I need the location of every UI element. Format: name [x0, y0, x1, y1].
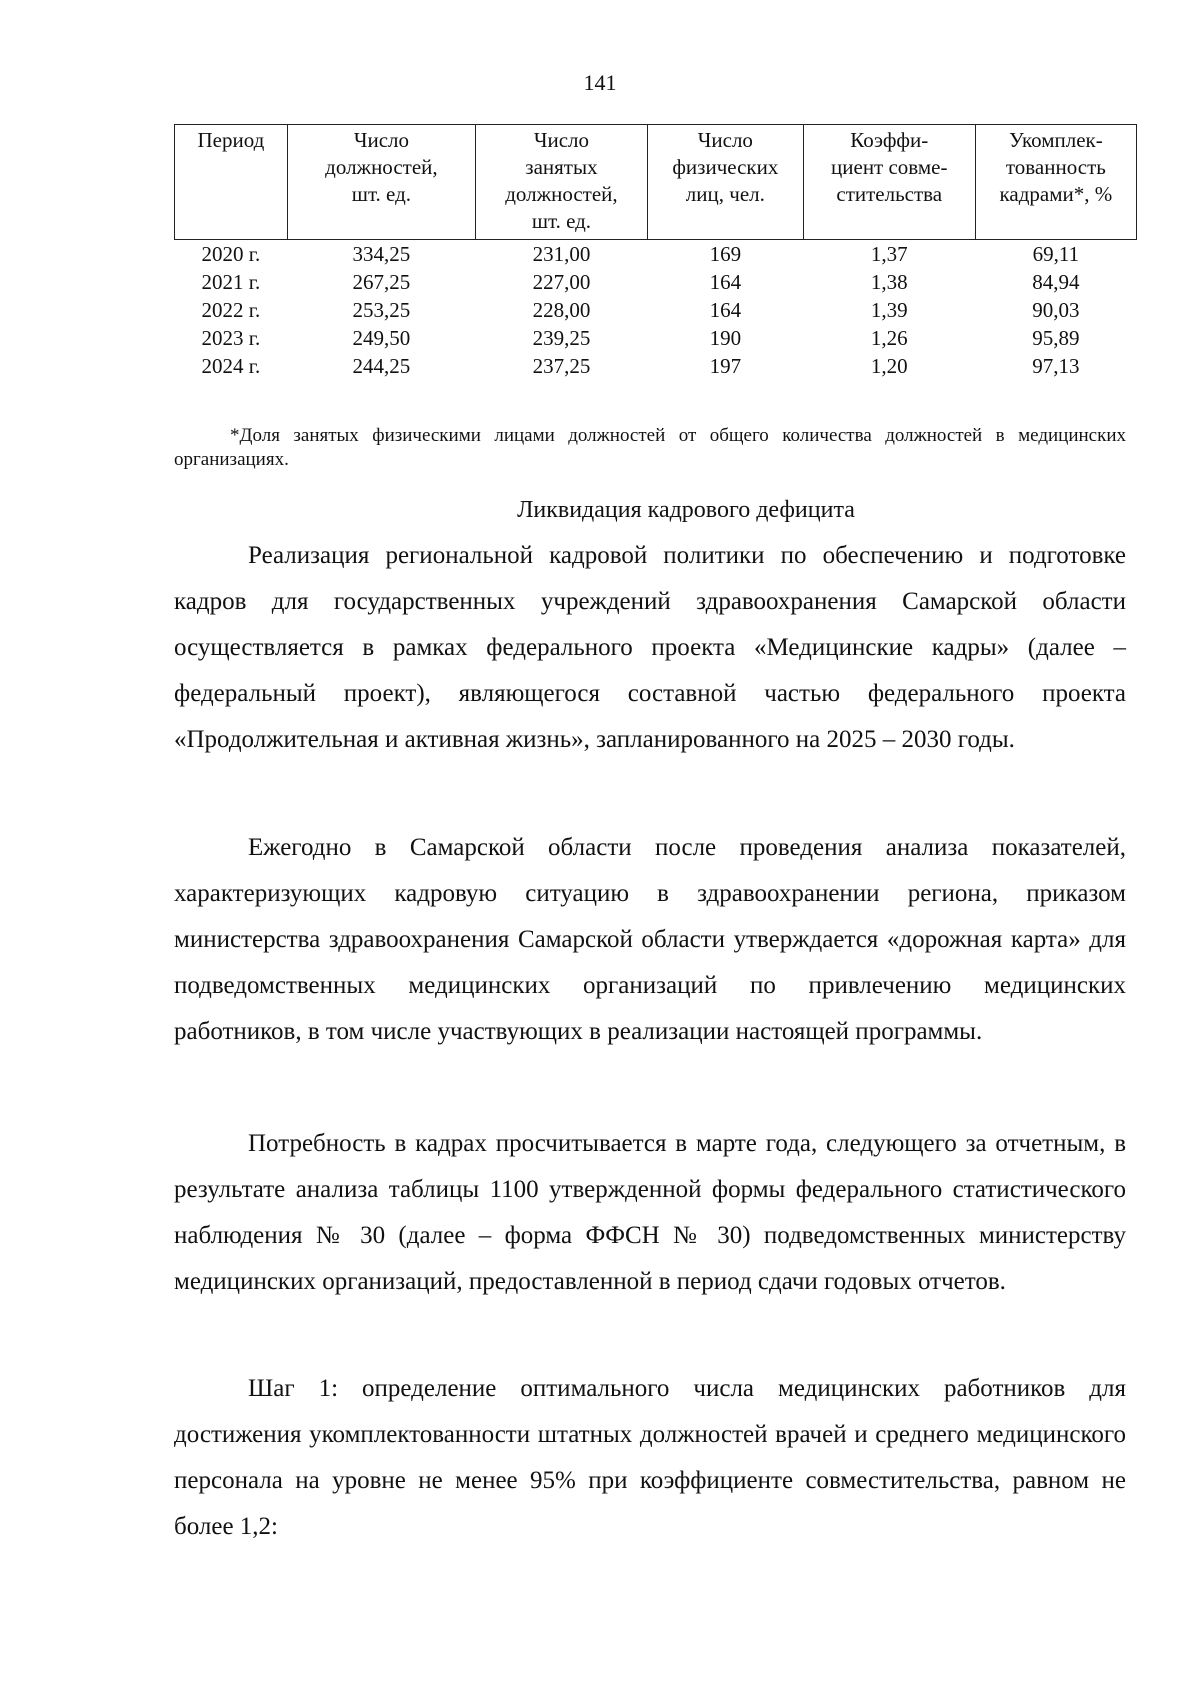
table-row: [175, 324, 1137, 352]
cell-individuals: 190: [709, 325, 742, 350]
table-footnote: *Доля занятых физическими лицами должностей от общего количества должностей в медицинских организациях.: [174, 425, 1126, 470]
cell-staffing: 69,11: [1032, 241, 1080, 266]
staffing-table: [174, 124, 1137, 380]
cell-positions: 267,25: [352, 269, 411, 294]
cell-coefficient: 1,26: [870, 325, 908, 350]
cell-period: 2023 г.: [201, 325, 261, 350]
cell-coefficient: 1,20: [870, 353, 908, 378]
body-paragraph: Ежегодно в Самарской области после проведения анализа показателей, характеризующих кадровую ситуацию в здравоохранении региона, приказом министерства здравоохранения Самарской области утверждается «дорожная карта» для подведомственных медицинских организаций по привлечению медицинских работников, в том числе участвующих в реализации настоящей программы.: [174, 834, 1126, 1045]
page-number: 141: [583, 70, 617, 95]
body-paragraph: Потребность в кадрах просчитывается в марте года, следующего за отчетным, в результате анализа таблицы 1100 утвержденной формы федерального статистического наблюдения № 30 (далее – форма ФФСН № 30) подведомственных министерству медицинских организаций, предоставленной в период сдачи годовых отчетов.: [174, 1130, 1126, 1295]
cell-individuals: 197: [709, 353, 742, 378]
cell-staffing: 97,13: [1032, 353, 1080, 378]
cell-occupied: 237,25: [532, 353, 591, 378]
cell-positions: 334,25: [352, 241, 411, 266]
body-paragraph: Реализация региональной кадровой политики по обеспечению и подготовке кадров для государственных учреждений здравоохранения Самарской области осуществляется в рамках федерального проекта «Медицинские кадры» (далее – федеральный проект), являющегося составной частью федерального проекта «Продолжительная и активная жизнь», запланированного на 2025 – 2030 годы.: [174, 542, 1126, 753]
cell-coefficient: 1,37: [870, 241, 908, 266]
cell-individuals: 164: [709, 297, 742, 322]
cell-individuals: 164: [709, 269, 742, 294]
cell-period: 2021 г.: [201, 269, 261, 294]
cell-positions: 244,25: [352, 353, 411, 378]
header-individuals-count: Число физических лиц, чел.: [647, 125, 803, 240]
cell-period: 2020 г.: [201, 241, 261, 266]
cell-occupied: 231,00: [532, 241, 591, 266]
cell-staffing: 95,89: [1032, 325, 1080, 350]
body-paragraph: Шаг 1: определение оптимального числа медицинских работников для достижения укомплектованности штатных должностей врачей и среднего медицинского персонала на уровне не менее 95% при коэффициенте совместительства, равном не более 1,2:: [174, 1375, 1126, 1540]
table-row: [175, 268, 1137, 296]
cell-occupied: 228,00: [532, 297, 591, 322]
cell-individuals: 169: [709, 241, 742, 266]
header-combination-coefficient: Коэффи- циент совме- стительства: [803, 125, 975, 240]
section-heading: Ликвидация кадрового дефицита: [517, 497, 855, 523]
header-positions-count: Число должностей, шт. ед.: [287, 125, 475, 240]
cell-staffing: 84,94: [1032, 269, 1080, 294]
header-period: Период: [175, 125, 288, 240]
cell-period: 2022 г.: [201, 297, 261, 322]
header-staffing-level: Укомплек- тованность кадрами*, %: [975, 125, 1136, 240]
header-occupied-positions: Число занятых должностей, шт. ед.: [475, 125, 647, 240]
cell-coefficient: 1,38: [870, 269, 908, 294]
table-row: [175, 240, 1137, 269]
cell-positions: 249,50: [352, 325, 411, 350]
cell-positions: 253,25: [352, 297, 411, 322]
cell-occupied: 227,00: [532, 269, 591, 294]
table-row: [175, 296, 1137, 324]
cell-period: 2024 г.: [201, 353, 261, 378]
cell-occupied: 239,25: [532, 325, 591, 350]
table-header-row: [175, 125, 1137, 240]
table-row: [175, 352, 1137, 380]
cell-coefficient: 1,39: [870, 297, 908, 322]
cell-staffing: 90,03: [1032, 297, 1080, 322]
